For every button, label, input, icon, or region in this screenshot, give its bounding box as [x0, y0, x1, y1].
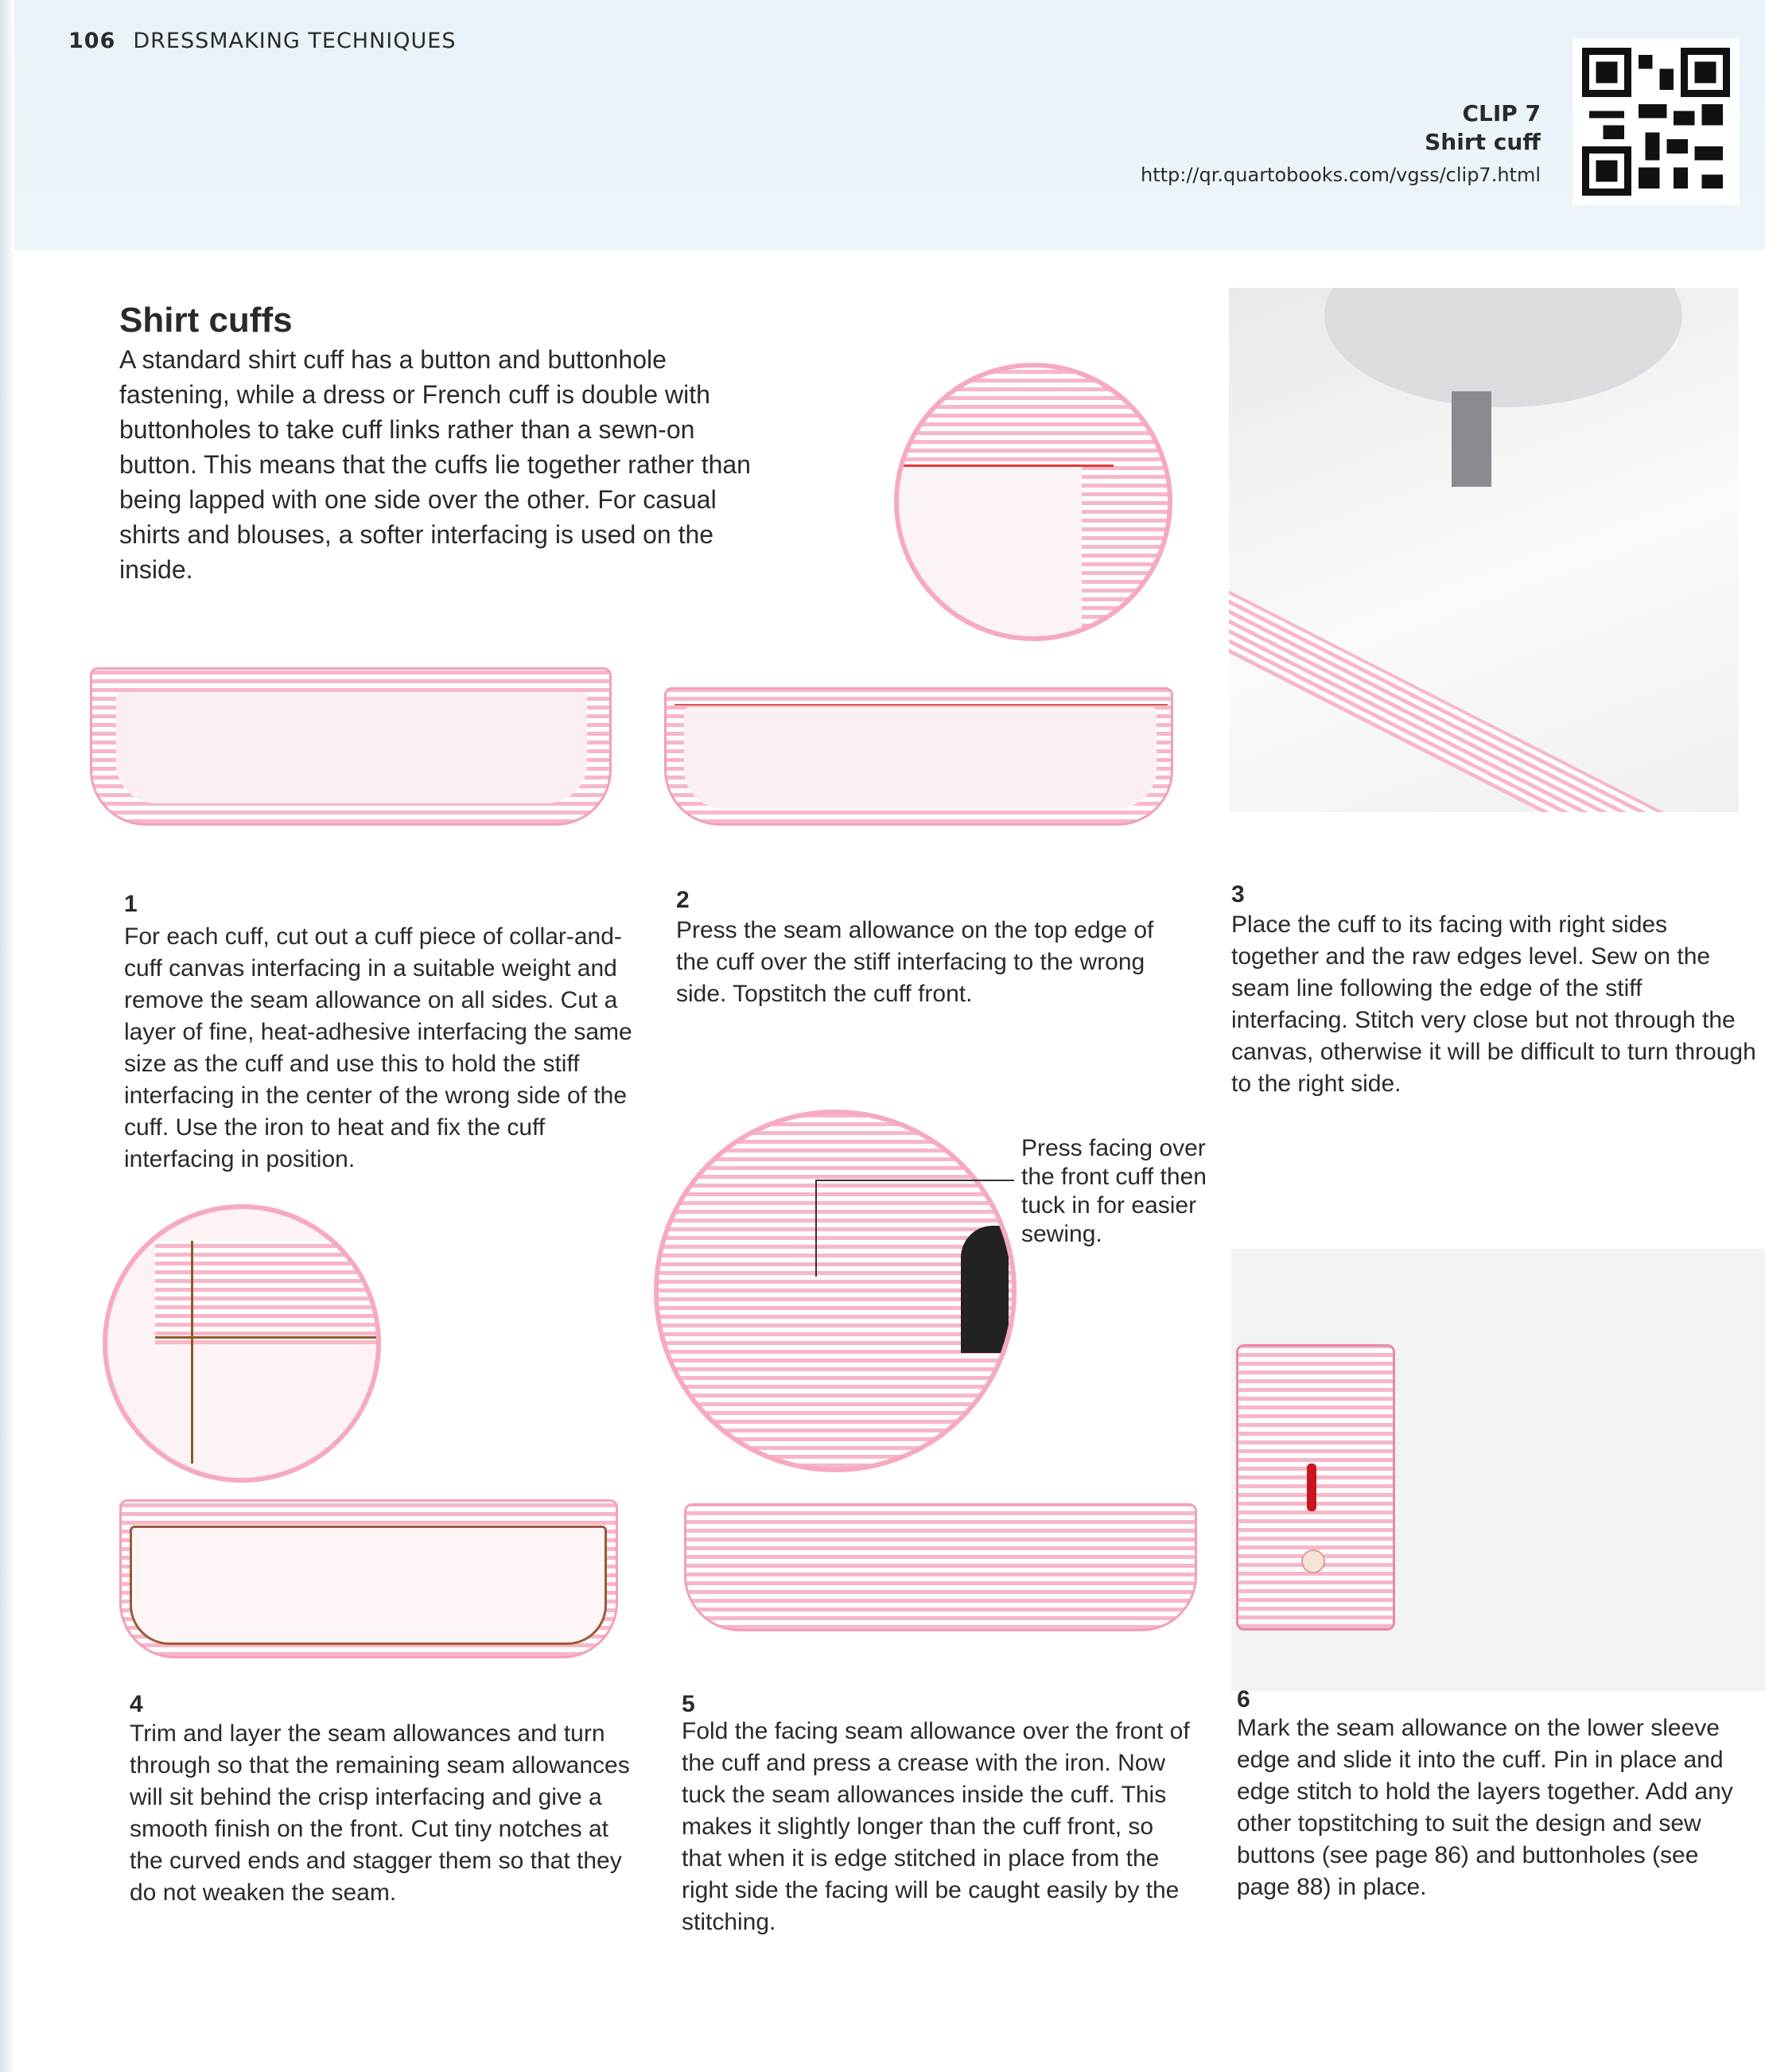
finished-cuff-photo [1231, 1249, 1765, 1691]
step-number: 4 [130, 1691, 143, 1717]
step-text: For each cuff, cut out a cuff piece of collar-and-cuff canvas interfacing in a suitable weight and remove the seam allowance on all sides. Cut a layer of fine, heat-adhesive interfacing the same size as the cuff and use this to hold the stiff interfacing in the center of the wrong side of the cuff. Use the iron to heat and fix the cuff interfacing in position. [124, 923, 632, 1172]
button [1301, 1549, 1325, 1573]
callout-text: Press facing over the front cuff then tuck in for easier sewing. [1021, 1135, 1207, 1247]
page-gutter [0, 0, 14, 2072]
cuff-under-needle [1229, 574, 1736, 812]
callout-leader-line [811, 1177, 1018, 1281]
step-text: Mark the seam allowance on the lower sleeve edge and slide it into the cuff. Pin in place and edge stitch to hold the layers together. Add any other topstitching to suit the design and sew buttons (see page 86) and buttonholes (see page 88) in place. [1237, 1715, 1733, 1900]
article-title: Shirt cuffs [119, 301, 293, 340]
step-number: 1 [124, 891, 138, 917]
clip-title: Shirt cuff [1425, 129, 1541, 155]
running-head [68, 29, 456, 53]
step-text: Press the seam allowance on the top edge of the cuff over the stiff interfacing to the wrong side. Topstitch the cuff front. [676, 917, 1154, 1007]
step-text: Trim and layer the seam allowances and turn through so that the remaining seam allowances will sit behind the crisp interfacing and give a smooth finish on the front. Cut tiny notches at the curved ends and stagger them so that they do not weaken the seam. [130, 1720, 630, 1906]
qr-code-icon[interactable] [1573, 38, 1740, 205]
detail-circle-press-facing [654, 1110, 1017, 1472]
step-number: 6 [1237, 1686, 1250, 1712]
step-number: 5 [682, 1691, 695, 1717]
detail-circle-notches [103, 1204, 381, 1483]
cuff-illustration-2 [664, 687, 1173, 826]
buttonhole [1307, 1464, 1316, 1511]
intro-paragraph: A standard shirt cuff has a button and buttonhole fastening, while a dress or French cuff is double with buttonholes to take cuff links rather than a sewn-on button. This means that the cuffs lie together rather than being lapped with one side over the other. For casual shirts and blouses, a softer interfacing is used on the inside. [119, 345, 751, 584]
cuff-illustration-4 [119, 1499, 618, 1658]
cuff-illustration-5 [684, 1503, 1197, 1631]
section-title: DRESSMAKING TECHNIQUES [133, 29, 457, 53]
clip-url[interactable]: http://qr.quartobooks.com/vgss/clip7.html [1140, 164, 1541, 186]
step-number: 2 [676, 887, 690, 913]
detail-circle-topstitch [894, 363, 1172, 641]
step-text: Fold the facing seam allowance over the front of the cuff and press a crease with the iron. Now tuck the seam allowances inside the cuff. This makes it slightly longer than the cuff front, so that when it is edge stitched in place from the right side the facing will be caught easily by the stitching. [682, 1718, 1190, 1935]
topstitch-line [899, 465, 1114, 467]
machine-head [1324, 288, 1682, 407]
page-number: 106 [68, 29, 116, 53]
sewing-machine-photo [1229, 288, 1739, 812]
cuff-illustration-1 [90, 667, 612, 826]
interfacing-detail [899, 463, 1082, 641]
step-text: Place the cuff to its facing with right sides together and the raw edges level. Sew on the seam line following the edge of the stiff interfacing. Stitch very close but not through the canvas, otherwise it will be difficult to turn through to the right side. [1231, 912, 1756, 1097]
clip-label: CLIP 7 [1462, 100, 1541, 126]
step-number: 3 [1231, 881, 1245, 908]
presser-foot [1452, 391, 1491, 487]
